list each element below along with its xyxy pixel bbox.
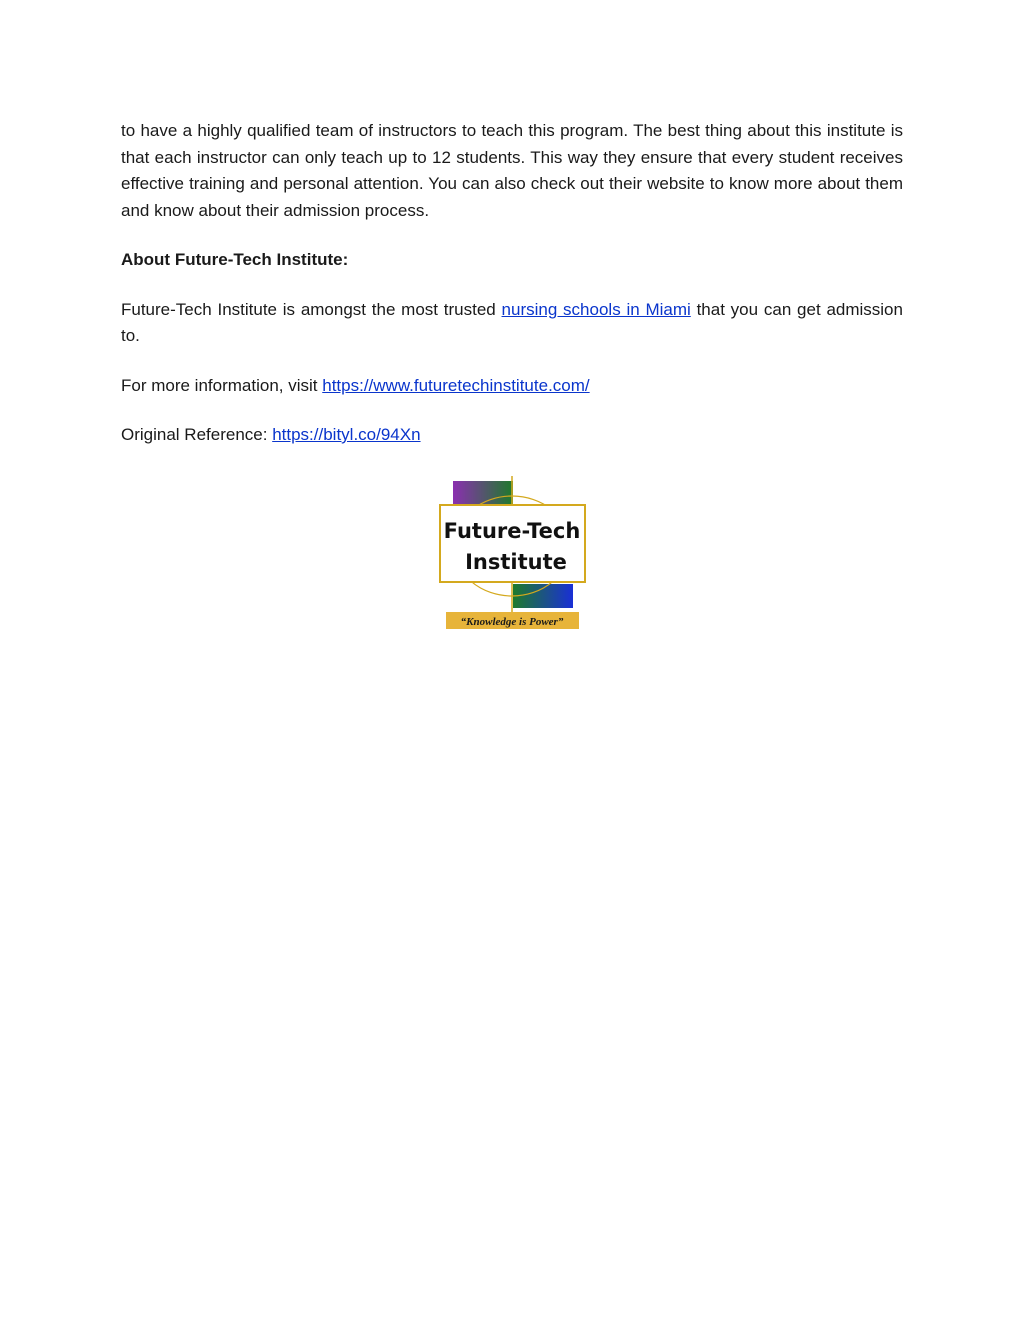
- reference-label: Original Reference:: [121, 425, 273, 444]
- about-paragraph: [121, 297, 903, 350]
- document-page: [121, 118, 903, 472]
- nursing-schools-link[interactable]: nursing schools in Miami: [501, 299, 691, 319]
- website-link[interactable]: https://www.futuretechinstitute.com/: [322, 375, 590, 395]
- logo-bottom-color-bar: [513, 584, 573, 608]
- about-text-before-link: Future-Tech Institute is amongst the most trusted: [121, 299, 502, 319]
- future-tech-logo: [436, 474, 588, 634]
- logo-name-line2: Institute: [465, 550, 567, 574]
- reference-link[interactable]: https://bityl.co/94Xn: [272, 425, 421, 444]
- more-info-label: For more information, visit: [121, 375, 323, 395]
- intro-paragraph: to have a highly qualified team of instructors to teach this program. The best thing about this institute is that each instructor can only teach up to 12 students. This way they ensure that every student receives effective training and personal attention. You can also check out their website to know more about them and know about their admission process.: [121, 121, 903, 220]
- logo-name-line1: Future-Tech: [443, 519, 581, 543]
- about-text-after-link: that you can get admission to.: [121, 299, 903, 345]
- about-heading: About Future-Tech Institute:: [121, 250, 349, 269]
- more-info-paragraph: [121, 373, 903, 400]
- reference-paragraph: [121, 422, 903, 449]
- logo-tagline: “Knowledge is Power”: [460, 616, 564, 628]
